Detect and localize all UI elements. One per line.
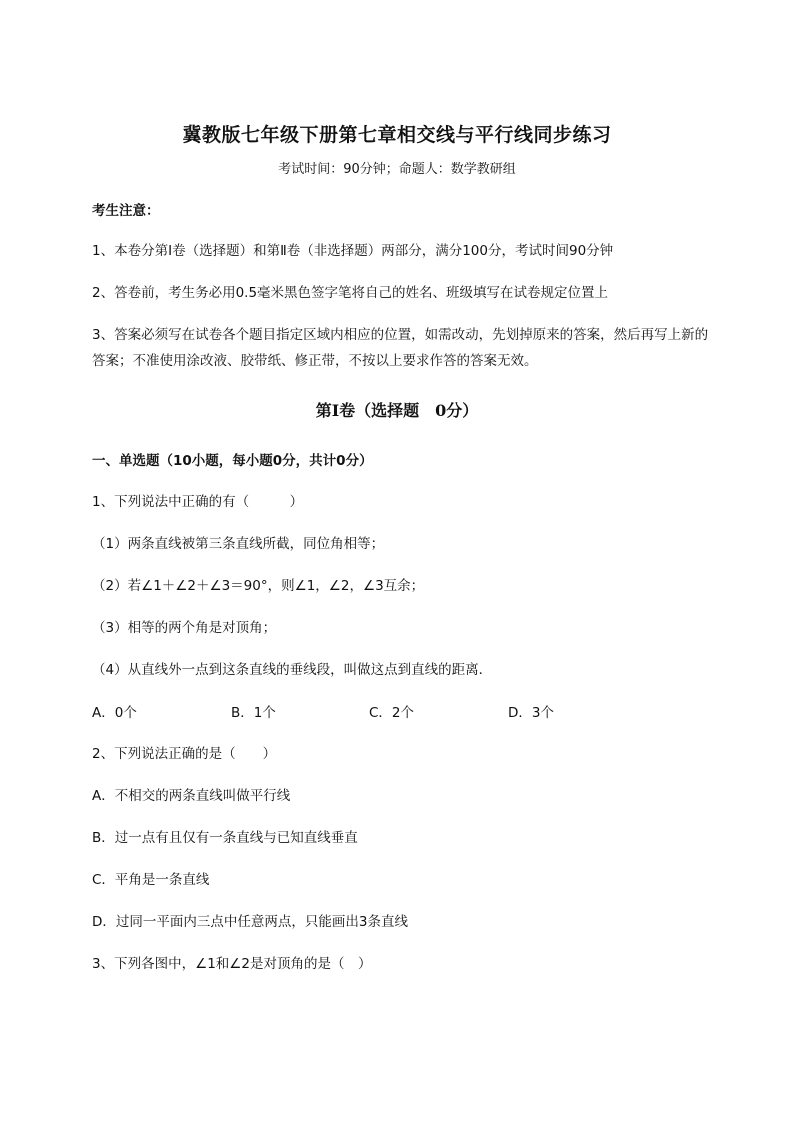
question-3-stem: 3、下列各图中，∠1和∠2是对顶角的是（ ） — [92, 956, 372, 972]
question-2-option-b[interactable]: B．过一点有且仅有一条直线与已知直线垂直 — [92, 830, 358, 846]
question-2-stem: 2、下列说法正确的是（ ） — [92, 746, 277, 762]
notice-item-1: 1、本卷分第Ⅰ卷（选择题）和第Ⅱ卷（非选择题）两部分，满分100分，考试时间90分钟 — [92, 243, 614, 259]
page-title: 冀教版七年级下册第七章相交线与平行线同步练习 — [182, 124, 612, 146]
question-1-statement-2: （2）若∠1＋∠2＋∠3＝90°，则∠1，∠2，∠3互余； — [92, 578, 425, 594]
part-heading: 一、单选题（10小题，每小题0分，共计0分） — [92, 453, 373, 469]
section-title: 第Ⅰ卷（选择题 0分） — [315, 401, 479, 420]
question-1-statement-4: （4）从直线外一点到这条直线的垂线段，叫做这点到直线的距离． — [92, 662, 493, 678]
exam-subtitle: 考试时间：90分钟；命题人：数学教研组 — [278, 162, 516, 177]
notice-item-2: 2、答卷前，考生务必用0.5毫米黑色签字笔将自己的姓名、班级填写在试卷规定位置上 — [92, 285, 609, 301]
question-2-option-a[interactable]: A．不相交的两条直线叫做平行线 — [92, 788, 291, 804]
question-1-option-c[interactable]: C．2个 — [369, 705, 415, 721]
question-1-stem: 1、下列说法中正确的有（ ） — [92, 494, 304, 510]
notice-heading: 考生注意： — [92, 203, 160, 219]
notice-item-3: 3、答案必须写在试卷各个题目指定区域内相应的位置，如需改动，先划掉原来的答案，然后再写上新的答案；不准使用涂改液、胶带纸、修正带，不按以上要求作答的答案无效。 — [92, 327, 709, 369]
question-2-option-d[interactable]: D．过同一平面内三点中任意两点，只能画出3条直线 — [92, 914, 408, 930]
question-1-statement-3: （3）相等的两个角是对顶角； — [92, 620, 277, 636]
question-2-option-c[interactable]: C．平角是一条直线 — [92, 872, 210, 888]
question-1-option-b[interactable]: B．1个 — [231, 705, 276, 721]
question-1-option-d[interactable]: D．3个 — [508, 705, 554, 721]
question-1-statement-1: （1）两条直线被第三条直线所截，同位角相等； — [92, 536, 385, 552]
question-1-option-a[interactable]: A．0个 — [92, 705, 137, 721]
